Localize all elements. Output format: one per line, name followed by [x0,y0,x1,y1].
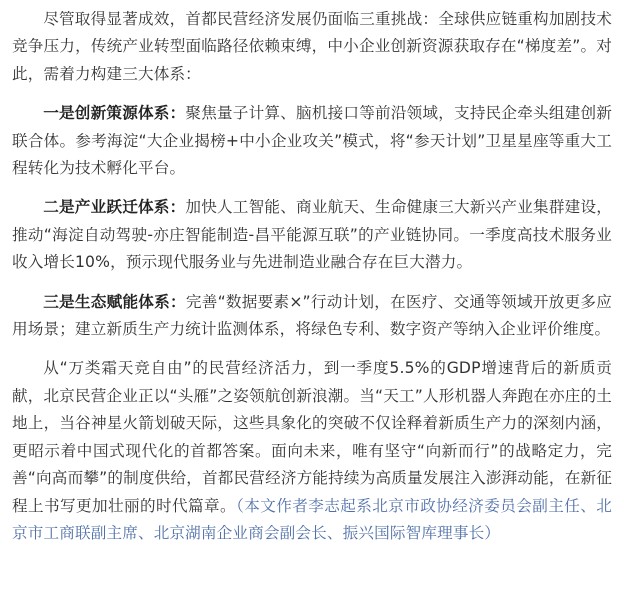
point-paragraph-innovation [12,100,612,182]
point-heading-innovation: 一是创新策源体系： [43,104,186,123]
point-text-industry: 加快人工智能、商业航天、生命健康三大新兴产业集群建设，推动“海淀自动驾驶-亦庄智能制造-昌平能源互联”的产业链协同。一季度高技术服务业收入增长10%，预示现代服务业与先进制造业融合存在巨大潜力。 [12,198,612,272]
closing-text: 从“万类霜天竞自由”的民营经济活力，到一季度5.5%的GDP增速背后的新质贡献，北京民营企业正以“头雁”之姿领航创新浪潮。当“天工”人形机器人奔跑在亦庄的土地上，当谷神星火箭划破天际，这些具象化的突破不仅诠释着新质生产力的深刻内涵，更昭示着中国式现代化的首都答案。面向未来，唯有坚守“向新而行”的战略定力，完善“向高而攀”的制度供给，首都民营经济方能持续为高质量发展注入澎湃动能，在新征程上书写更加壮丽的时代篇章。 [12,359,612,515]
point-text-ecosystem: 完善“数据要素×”行动计划，在医疗、交通等领域开放更多应用场景；建立新质生产力统计监测体系，将绿色专利、数字资产等纳入企业评价维度。 [12,292,612,339]
point-text-innovation: 聚焦量子计算、脑机接口等前沿领域，支持民企牵头组建创新联合体。参考海淀“大企业揭榜+中小企业攻关”模式，将“参天计划”卫星星座等重大工程转化为技术孵化平台。 [12,104,612,178]
point-paragraph-industry [12,194,612,276]
point-heading-industry: 二是产业跃迁体系： [43,198,186,217]
intro-paragraph: 尽管取得显著成效，首都民营经济发展仍面临三重挑战：全球供应链重构加剧技术竞争压力，传统产业转型面临路径依赖束缚，中小企业创新资源获取存在“梯度差”。对此，需着力构建三大体系： [12,10,612,83]
point-paragraph-ecosystem [12,289,612,344]
point-heading-ecosystem: 三是生态赋能体系： [43,292,186,311]
closing-paragraph [12,355,612,547]
author-credit: （本文作者李志起系北京市政协经济委员会副主任、北京市工商联副主席、北京湖南企业商会副会长、振兴国际智库理事长） [12,496,612,542]
